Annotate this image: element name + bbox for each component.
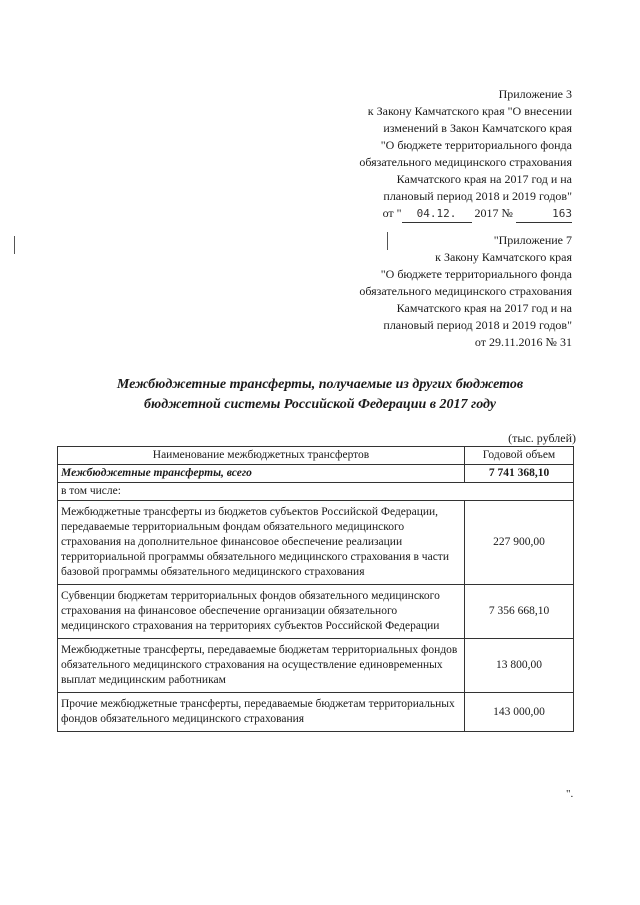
column-header-name: Наименование межбюджетных трансфертов [58,447,465,465]
appendix-3-line: обязательного медицинского страхования [359,155,572,169]
table-row [58,585,574,639]
appendix-7-line: Камчатского края на 2017 год и на [396,301,572,315]
document-title [0,375,640,415]
appendix-3-header [359,86,572,223]
table-row [58,639,574,693]
transfers-table [57,446,574,732]
adoption-date-line [359,205,572,223]
title-line: Межбюджетные трансферты, получаемые из других бюджетов [116,377,524,392]
appendix-3-line: к Закону Камчатского края "О внесении [367,104,572,118]
transfer-name: Межбюджетные трансферты, передаваемые бюджетам территориальных фондов обязательного медицинского страхования на осуществление единовременных выплат медицинским работникам [58,639,465,693]
law-number: 163 [516,205,572,223]
transfer-value: 143 000,00 [465,693,574,732]
appendix-7-header [359,232,572,351]
transfer-value: 227 900,00 [465,501,574,585]
appendix-3-line: Камчатского края на 2017 год и на [396,172,572,186]
total-value: 7 741 368,10 [465,465,574,483]
transfer-name: Субвенции бюджетам территориальных фондов обязательного медицинского страхования на финансовое обеспечение организации обязательного медицинского страхования на территориях субъектов Российской Федерации [58,585,465,639]
appendix-7-line: плановый период 2018 и 2019 годов" [383,318,572,332]
table-row [58,501,574,585]
date-value: 04.12. [402,205,472,223]
transfer-value: 13 800,00 [465,639,574,693]
appendix-3-line: изменений в Закон Камчатского края [383,121,572,135]
including-label: в том числе: [58,483,574,501]
appendix-7-line: к Закону Камчатского края [435,250,572,264]
title-line: бюджетной системы Российской Федерации в 2017 году [144,397,496,412]
year-text: 2017 [474,206,499,220]
date-prefix: от " [382,206,402,220]
column-header-volume: Годовой объем [465,447,574,465]
appendix-7-line: "О бюджете территориального фонда [380,267,572,281]
number-sign: № [501,206,513,220]
appendix-3-line: Приложение 3 [498,87,572,101]
total-row [58,465,574,483]
appendix-3-line: плановый период 2018 и 2019 годов" [383,189,572,203]
appendix-7-line: "Приложение 7 [493,233,572,247]
transfer-value: 7 356 668,10 [465,585,574,639]
appendix-7-line: от 29.11.2016 № 31 [474,335,572,349]
table-row [58,693,574,732]
total-label: Межбюджетные трансферты, всего [58,465,465,483]
units-label: (тыс. рублей) [508,431,576,445]
appendix-3-line: "О бюджете территориального фонда [380,138,572,152]
including-row [58,483,574,501]
closing-quote-mark: ". [566,788,574,800]
appendix-7-line: обязательного медицинского страхования [359,284,572,298]
left-margin-mark [14,236,15,254]
table-header-row [58,447,574,465]
transfer-name: Межбюджетные трансферты из бюджетов субъектов Российской Федерации, передаваемые территориальным фондам обязательного медицинского страхования на дополнительное финансовое обеспечение реализации территориальной программы обязательного медицинского страхования в части базовой программы обязательного медицинского страхования [58,501,465,585]
transfer-name: Прочие межбюджетные трансферты, передаваемые бюджетам территориальных фондов обязательного медицинского страхования [58,693,465,732]
